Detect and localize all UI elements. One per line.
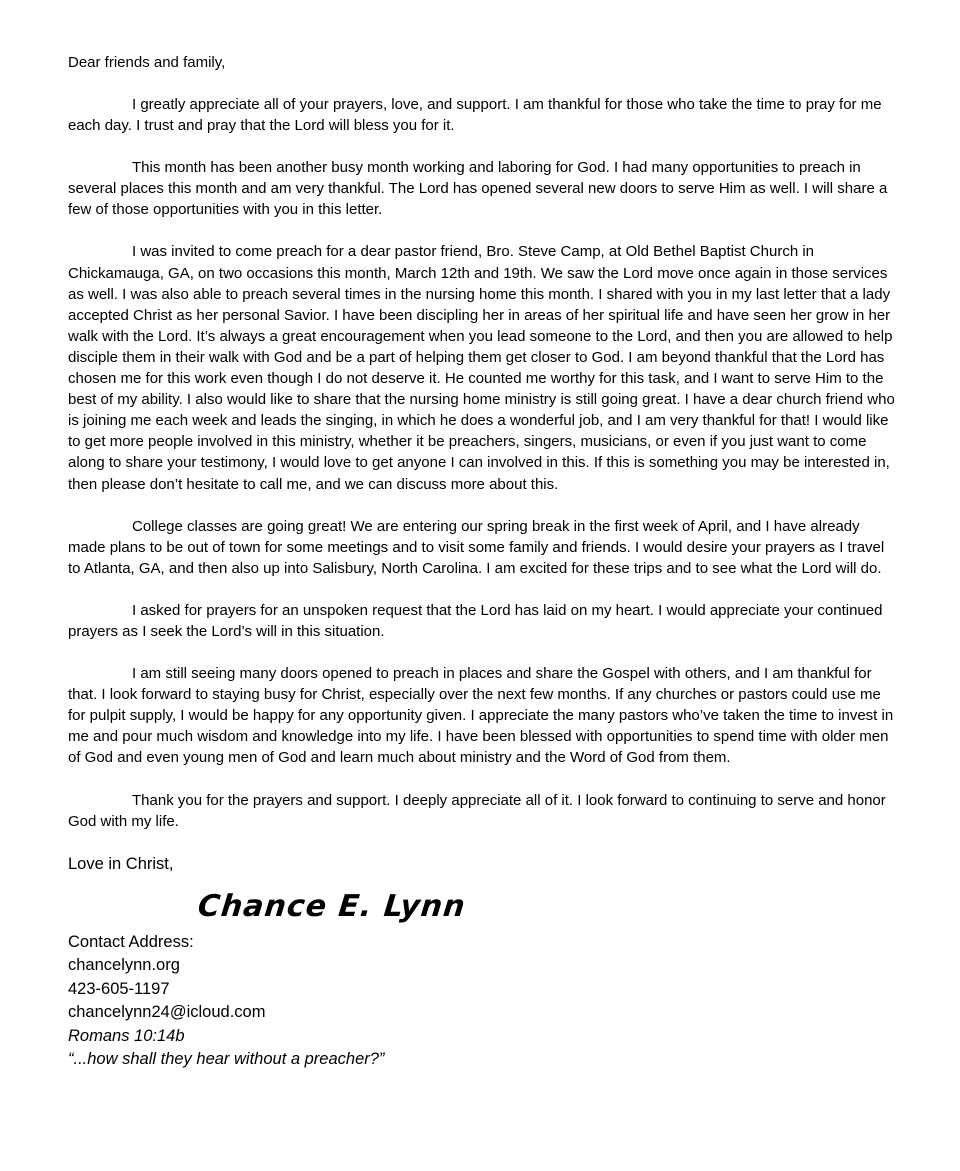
paragraph-preaching: I was invited to come preach for a dear pastor friend, Bro. Steve Camp, at Old Bethel Baptist Church in Chickamauga, GA, on two occasions this month, March 12th and 19th. We saw the Lord move once again in those services as well. I was also able to preach several times in the nursing home this month. I shared with you in my last letter that a lady accepted Christ as her personal Savior. I have been discipling her in areas of her spiritual life and have seen her grow in her walk with the Lord. It’s always a great encouragement when you lead someone to the Lord, and then you are allowed to help disciple them in their walk with God and be a part of helping them get closer to God. I am beyond thankful that the Lord has chosen me for this work even though I do not deserve it. He counted me worthy for this task, and I want to serve Him to the best of my ability. I also would like to share that the nursing home ministry is still going great. I have a dear church friend who is joining me each week and leads the singing, in which he does a wonderful job, and I am very thankful for that! I would like to get more people involved in this ministry, whether it be preachers, singers, musicians, or even if you just want to come along to share your testimony, I would love to get anyone I can involved in this. If this is something you may be interested in, then please don’t hesitate to call me, and we can discuss more about this. [68, 243, 895, 493]
greeting: Dear friends and family, [68, 54, 226, 71]
paragraph-prayer-request: I asked for prayers for an unspoken request that the Lord has laid on my heart. I would appreciate your continued prayers as I seek the Lord’s will in this situation. [68, 601, 883, 640]
paragraph-thank-you: Thank you for the prayers and support. I deeply appreciate all of it. I look forward to continuing to serve and honor God with my life. [68, 791, 886, 830]
contact-website: chancelynn.org [68, 956, 180, 975]
closing: Love in Christ, [68, 854, 174, 873]
contact-email: chancelynn24@icloud.com [68, 1003, 266, 1022]
contact-block [68, 931, 898, 1072]
verse-reference: Romans 10:14b [68, 1026, 185, 1045]
paragraph-gratitude: I greatly appreciate all of your prayers, love, and support. I am thankful for those who take the time to pray for me each day. I trust and pray that the Lord will bless you for it. [68, 96, 882, 135]
paragraph-busy-month: This month has been another busy month working and laboring for God. I had many opportunities to preach in several places this month and am very thankful. The Lord has opened several new doors to serve Him as well. I will share a few of those opportunities with you in this letter. [68, 159, 888, 219]
contact-phone: 423-605-1197 [68, 979, 170, 998]
paragraph-college: College classes are going great! We are entering our spring break in the first week of April, and I have already made plans to be out of town for some meetings and to visit some family and friends. I would desire your prayers as I travel to Atlanta, GA, and then also up into Salisbury, North Carolina. I am excited for these trips and to see what the Lord will do. [68, 517, 885, 577]
verse-quote: “...how shall they hear without a preacher?” [68, 1050, 385, 1069]
paragraph-doors-opened: I am still seeing many doors opened to preach in places and share the Gospel with others, and I am thankful for that. I look forward to staying busy for Christ, especially over the next few months. If any churches or pastors could use me for pulpit supply, I would be happy for any opportunity given. I appreciate the many pastors who’ve taken the time to invest in me and pour much wisdom and knowledge into my life. I have been blessed with opportunities to spend time with older men of God and even young men of God and learn much about ministry and the Word of God from them. [68, 665, 894, 767]
letter-page [68, 52, 898, 1072]
signature: Chance E. Lynn [196, 888, 468, 924]
contact-heading: Contact Address: [68, 932, 194, 951]
